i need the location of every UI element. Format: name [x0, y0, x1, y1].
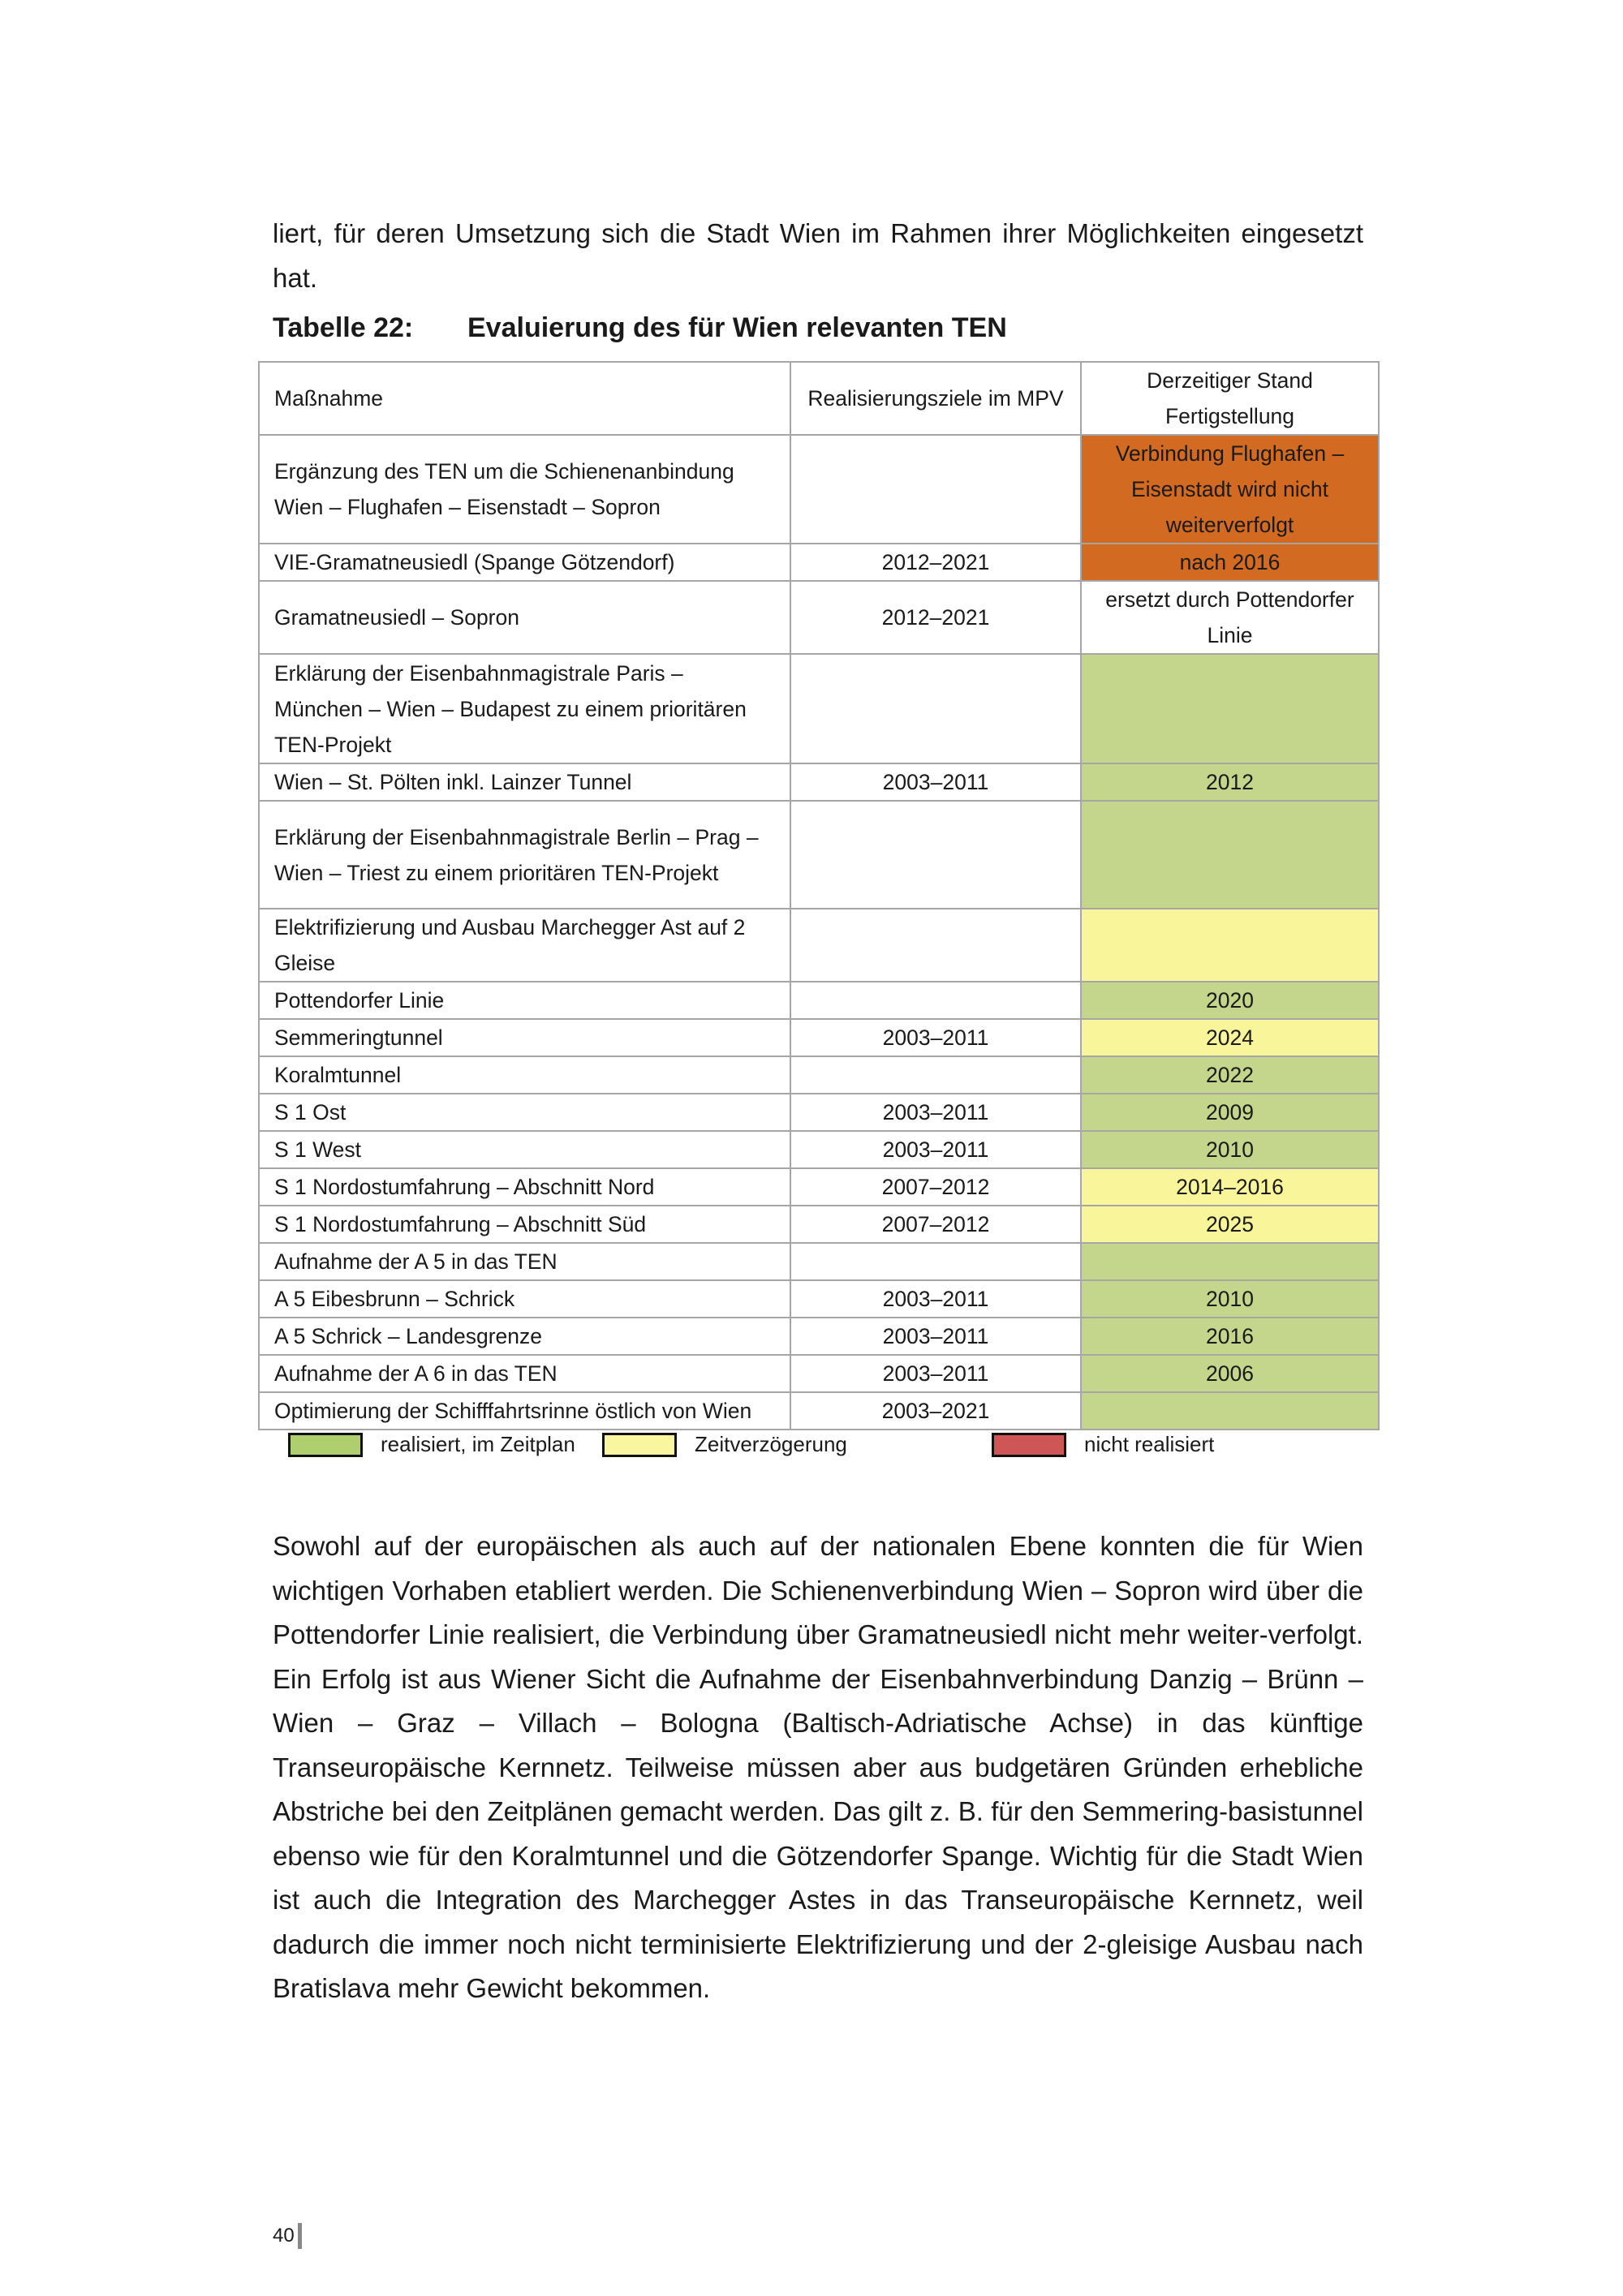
status-cell: 2020 — [1081, 982, 1379, 1019]
table-row — [259, 1019, 1379, 1056]
status-cell — [1081, 801, 1379, 909]
evaluation-table — [258, 361, 1380, 1430]
status-cell: 2012 — [1081, 763, 1379, 801]
status-cell: 2022 — [1081, 1056, 1379, 1094]
status-cell: Verbindung Flughafen – Eisenstadt wird nicht weiterverfolgt — [1081, 435, 1379, 544]
table-row — [259, 763, 1379, 801]
table-row — [259, 1392, 1379, 1430]
header-status: Derzeitiger Stand Fertigstellung — [1081, 362, 1379, 435]
legend-swatch-yellow — [602, 1433, 677, 1457]
table-row — [259, 1206, 1379, 1243]
measure-cell: Aufnahme der A 5 in das TEN — [259, 1243, 790, 1280]
table-header-row — [259, 362, 1379, 435]
status-cell — [1081, 1392, 1379, 1430]
table-title-text: Evaluierung des für Wien relevanten TEN — [467, 312, 1007, 343]
status-cell: 2010 — [1081, 1280, 1379, 1318]
table-row — [259, 1168, 1379, 1206]
status-cell — [1081, 1243, 1379, 1280]
page-number — [273, 2223, 302, 2249]
target-cell: 2003–2011 — [790, 1355, 1081, 1392]
target-cell: 2003–2011 — [790, 1019, 1081, 1056]
measure-cell: Erklärung der Eisenbahnmagistrale Berlin – Prag – Wien – Triest zu einem prioritären TEN-Projekt — [259, 801, 790, 909]
status-cell: nach 2016 — [1081, 544, 1379, 581]
intro-paragraph: liert, für deren Umsetzung sich die Stadt Wien im Rahmen ihrer Möglichkeiten eingesetzt hat. — [273, 218, 1363, 293]
target-cell: 2003–2011 — [790, 1094, 1081, 1131]
target-cell: 2003–2011 — [790, 1318, 1081, 1355]
measure-cell: Ergänzung des TEN um die Schienenanbindung Wien – Flughafen – Eisenstadt – Sopron — [259, 435, 790, 544]
status-cell: 2006 — [1081, 1355, 1379, 1392]
status-cell: ersetzt durch Pottendorfer Linie — [1081, 581, 1379, 654]
measure-cell: S 1 West — [259, 1131, 790, 1168]
measure-cell: Elektrifizierung und Ausbau Marchegger Ast auf 2 Gleise — [259, 909, 790, 982]
measure-cell: Optimierung der Schifffahrtsrinne östlich von Wien — [259, 1392, 790, 1430]
table-row — [259, 1131, 1379, 1168]
target-cell — [790, 1243, 1081, 1280]
legend — [0, 1432, 1623, 1464]
header-target: Realisierungsziele im MPV — [790, 362, 1081, 435]
target-cell: 2012–2021 — [790, 544, 1081, 581]
table-row — [259, 581, 1379, 654]
table-row — [259, 1243, 1379, 1280]
legend-label: nicht realisiert — [1084, 1432, 1215, 1456]
measure-cell: S 1 Ost — [259, 1094, 790, 1131]
table-title-label: Tabelle 22: — [273, 312, 414, 343]
measure-cell: Gramatneusiedl – Sopron — [259, 581, 790, 654]
measure-cell: VIE-Gramatneusiedl (Spange Götzendorf) — [259, 544, 790, 581]
target-cell — [790, 435, 1081, 544]
status-cell: 2025 — [1081, 1206, 1379, 1243]
table-row — [259, 1280, 1379, 1318]
table-title — [273, 312, 1007, 344]
page-number-bar — [298, 2223, 302, 2249]
table-row — [259, 801, 1379, 909]
measure-cell: S 1 Nordostumfahrung – Abschnitt Nord — [259, 1168, 790, 1206]
table-row — [259, 544, 1379, 581]
page-number-text: 40 — [273, 2225, 295, 2247]
target-cell: 2007–2012 — [790, 1168, 1081, 1206]
measure-cell: S 1 Nordostumfahrung – Abschnitt Süd — [259, 1206, 790, 1243]
target-cell: 2003–2011 — [790, 763, 1081, 801]
legend-label: realisiert, im Zeitplan — [381, 1432, 575, 1456]
table-row — [259, 982, 1379, 1019]
legend-swatch-red — [992, 1433, 1066, 1457]
legend-label: Zeitverzögerung — [695, 1432, 847, 1456]
target-cell: 2007–2012 — [790, 1206, 1081, 1243]
measure-cell: Pottendorfer Linie — [259, 982, 790, 1019]
measure-cell: A 5 Eibesbrunn – Schrick — [259, 1280, 790, 1318]
table-row — [259, 1056, 1379, 1094]
status-cell: 2024 — [1081, 1019, 1379, 1056]
table-row — [259, 1318, 1379, 1355]
measure-cell: Koralmtunnel — [259, 1056, 790, 1094]
table-row — [259, 909, 1379, 982]
header-measure: Maßnahme — [259, 362, 790, 435]
legend-swatch-green — [288, 1433, 363, 1457]
measure-cell: Wien – St. Pölten inkl. Lainzer Tunnel — [259, 763, 790, 801]
table-row — [259, 435, 1379, 544]
legend-item-not-realized — [992, 1432, 1214, 1457]
legend-item-delayed — [602, 1432, 847, 1457]
target-cell: 2003–2011 — [790, 1131, 1081, 1168]
table-row — [259, 1094, 1379, 1131]
target-cell: 2003–2011 — [790, 1280, 1081, 1318]
measure-cell: Aufnahme der A 6 in das TEN — [259, 1355, 790, 1392]
status-cell: 2016 — [1081, 1318, 1379, 1355]
status-cell: 2009 — [1081, 1094, 1379, 1131]
body-paragraph: Sowohl auf der europäischen als auch auf der nationalen Ebene konnten die für Wien wichtigen Vorhaben etabliert werden. Die Schienenverbindung Wien – Sopron wird über die Pottendorfer Linie realisiert, die Verbindung über Gramatneusiedl nicht mehr weiter-verfolgt. Ein Erfolg ist aus Wiener Sicht die Aufnahme der Eisenbahnverbindung Danzig – Brünn – Wien – Graz – Villach – Bologna (Baltisch-Adriatische Achse) in das künftige Transeuropäische Kernnetz. Teilweise müssen aber aus budgetären Gründen erhebliche Abstriche bei den Zeitplänen gemacht werden. Das gilt z. B. für den Semmering-basistunnel ebenso wie für den Koralmtunnel und die Götzendorfer Spange. Wichtig für die Stadt Wien ist auch die Integration des Marchegger Astes in das Transeuropäische Kernnetz, weil dadurch die immer noch nicht terminisierte Elektrifizierung und der 2-gleisige Ausbau nach Bratislava mehr Gewicht bekommen. — [273, 1531, 1363, 2003]
measure-cell: Semmeringtunnel — [259, 1019, 790, 1056]
status-cell: 2014–2016 — [1081, 1168, 1379, 1206]
table-row — [259, 1355, 1379, 1392]
measure-cell: Erklärung der Eisenbahnmagistrale Paris – München – Wien – Budapest zu einem prioritären TEN-Projekt — [259, 654, 790, 763]
status-cell — [1081, 909, 1379, 982]
target-cell — [790, 982, 1081, 1019]
status-cell: 2010 — [1081, 1131, 1379, 1168]
target-cell: 2003–2021 — [790, 1392, 1081, 1430]
target-cell — [790, 801, 1081, 909]
measure-cell: A 5 Schrick – Landesgrenze — [259, 1318, 790, 1355]
table-row — [259, 654, 1379, 763]
target-cell — [790, 909, 1081, 982]
target-cell — [790, 654, 1081, 763]
target-cell — [790, 1056, 1081, 1094]
status-cell — [1081, 654, 1379, 763]
target-cell: 2012–2021 — [790, 581, 1081, 654]
legend-item-on-schedule — [288, 1432, 575, 1457]
